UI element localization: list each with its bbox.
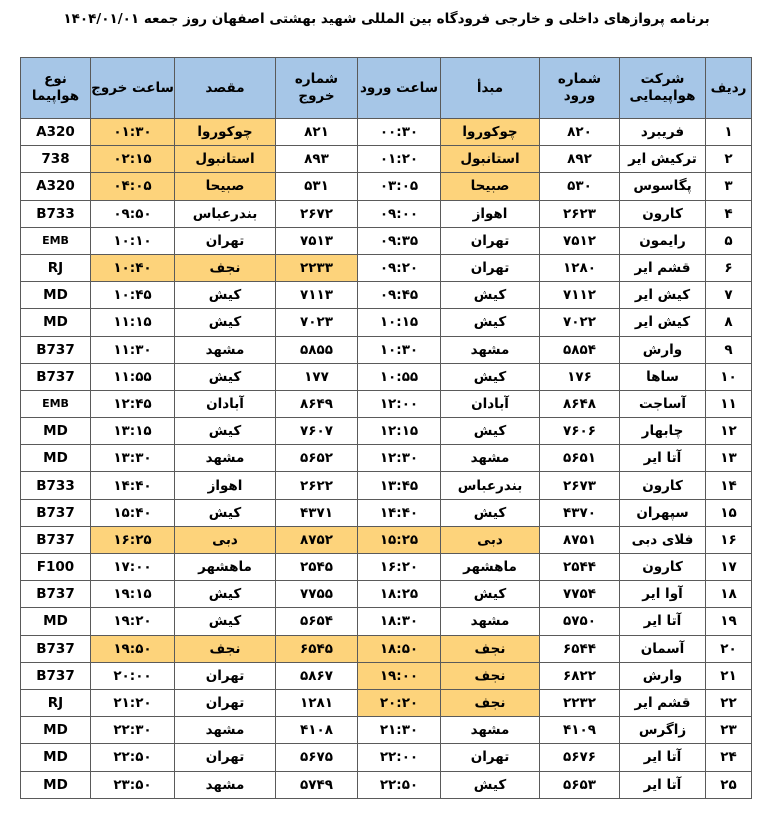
table-row	[21, 472, 752, 499]
cell-airline: آتا ایر	[620, 608, 706, 635]
cell-arrival-number: ۷۱۱۲	[540, 282, 620, 309]
table-row	[21, 336, 752, 363]
cell-airline: آوا ایر	[620, 581, 706, 608]
cell-destination: استانبول	[175, 146, 276, 173]
table-row	[21, 418, 752, 445]
cell-departure-number: ۵۶۵۲	[276, 445, 358, 472]
cell-departure-number: ۸۲۱	[276, 119, 358, 146]
cell-destination: کیش	[175, 581, 276, 608]
cell-departure-number: ۷۶۰۷	[276, 418, 358, 445]
cell-origin: کیش	[441, 363, 540, 390]
cell-departure-time: ۱۰:۴۰	[91, 254, 175, 281]
cell-origin: کیش	[441, 771, 540, 798]
table-row	[21, 717, 752, 744]
cell-airline: پگاسوس	[620, 173, 706, 200]
cell-departure-time: ۲۰:۰۰	[91, 662, 175, 689]
header-destination: مقصد	[175, 58, 276, 119]
cell-departure-number: ۷۱۱۳	[276, 282, 358, 309]
cell-departure-number: ۲۶۲۲	[276, 472, 358, 499]
cell-arrival-time: ۲۱:۳۰	[358, 717, 441, 744]
cell-departure-number: ۷۵۱۳	[276, 227, 358, 254]
cell-departure-number: ۲۵۴۵	[276, 554, 358, 581]
cell-aircraft-type: A320	[21, 119, 91, 146]
cell-airline: زاگرس	[620, 717, 706, 744]
table-row	[21, 254, 752, 281]
table-row	[21, 363, 752, 390]
cell-departure-number: ۷۷۵۵	[276, 581, 358, 608]
cell-destination: تهران	[175, 689, 276, 716]
cell-row-number: ۷	[706, 282, 752, 309]
cell-destination: مشهد	[175, 445, 276, 472]
cell-departure-time: ۲۲:۳۰	[91, 717, 175, 744]
cell-arrival-number: ۸۷۵۱	[540, 526, 620, 553]
header-arrival-number: شماره ورود	[540, 58, 620, 119]
cell-destination: کیش	[175, 363, 276, 390]
cell-departure-number: ۶۵۴۵	[276, 635, 358, 662]
table-row	[21, 608, 752, 635]
cell-arrival-number: ۷۶۰۶	[540, 418, 620, 445]
cell-departure-time: ۲۳:۵۰	[91, 771, 175, 798]
cell-arrival-time: ۰۹:۳۵	[358, 227, 441, 254]
cell-arrival-number: ۵۶۵۱	[540, 445, 620, 472]
cell-row-number: ۱۳	[706, 445, 752, 472]
cell-arrival-number: ۲۲۳۲	[540, 689, 620, 716]
cell-row-number: ۲۴	[706, 744, 752, 771]
cell-departure-number: ۱۷۷	[276, 363, 358, 390]
cell-departure-time: ۱۷:۰۰	[91, 554, 175, 581]
cell-departure-number: ۴۱۰۸	[276, 717, 358, 744]
cell-departure-number: ۲۲۳۳	[276, 254, 358, 281]
cell-airline: آتا ایر	[620, 771, 706, 798]
cell-destination: چوکوروا	[175, 119, 276, 146]
cell-airline: کیش ایر	[620, 282, 706, 309]
cell-origin: مشهد	[441, 608, 540, 635]
cell-row-number: ۶	[706, 254, 752, 281]
cell-row-number: ۱۹	[706, 608, 752, 635]
cell-destination: کیش	[175, 309, 276, 336]
cell-aircraft-type: RJ	[21, 689, 91, 716]
cell-airline: فلای دبی	[620, 526, 706, 553]
cell-arrival-number: ۲۵۴۴	[540, 554, 620, 581]
cell-destination: مشهد	[175, 771, 276, 798]
cell-arrival-time: ۱۲:۳۰	[358, 445, 441, 472]
cell-airline: ساها	[620, 363, 706, 390]
cell-arrival-number: ۴۱۰۹	[540, 717, 620, 744]
cell-airline: وارش	[620, 336, 706, 363]
cell-row-number: ۲۵	[706, 771, 752, 798]
cell-departure-number: ۴۳۷۱	[276, 499, 358, 526]
table-row	[21, 771, 752, 798]
cell-row-number: ۱۲	[706, 418, 752, 445]
cell-departure-number: ۵۳۱	[276, 173, 358, 200]
cell-row-number: ۱۱	[706, 390, 752, 417]
cell-departure-number: ۵۷۴۹	[276, 771, 358, 798]
table-row	[21, 635, 752, 662]
cell-departure-time: ۱۳:۳۰	[91, 445, 175, 472]
cell-aircraft-type: B737	[21, 499, 91, 526]
cell-destination: صبیحا	[175, 173, 276, 200]
cell-arrival-time: ۰۱:۲۰	[358, 146, 441, 173]
cell-airline: کارون	[620, 554, 706, 581]
table-row	[21, 309, 752, 336]
cell-departure-time: ۱۱:۱۵	[91, 309, 175, 336]
cell-arrival-time: ۱۲:۰۰	[358, 390, 441, 417]
cell-destination: تهران	[175, 227, 276, 254]
cell-aircraft-type: MD	[21, 309, 91, 336]
cell-origin: تهران	[441, 254, 540, 281]
cell-departure-time: ۱۹:۲۰	[91, 608, 175, 635]
cell-departure-number: ۷۰۲۳	[276, 309, 358, 336]
cell-aircraft-type: B737	[21, 363, 91, 390]
cell-row-number: ۲۱	[706, 662, 752, 689]
cell-arrival-time: ۲۰:۲۰	[358, 689, 441, 716]
cell-departure-time: ۱۳:۱۵	[91, 418, 175, 445]
cell-departure-time: ۰۴:۰۵	[91, 173, 175, 200]
cell-destination: کیش	[175, 418, 276, 445]
cell-arrival-time: ۰۰:۳۰	[358, 119, 441, 146]
table-row	[21, 390, 752, 417]
header-aircraft-type: نوع هواپیما	[21, 58, 91, 119]
cell-departure-number: ۸۷۵۲	[276, 526, 358, 553]
cell-aircraft-type: RJ	[21, 254, 91, 281]
table-row	[21, 689, 752, 716]
cell-origin: کیش	[441, 581, 540, 608]
cell-arrival-time: ۱۸:۳۰	[358, 608, 441, 635]
cell-destination: نجف	[175, 254, 276, 281]
header-row-number: ردیف	[706, 58, 752, 119]
cell-departure-time: ۱۹:۱۵	[91, 581, 175, 608]
cell-arrival-number: ۵۷۵۰	[540, 608, 620, 635]
cell-destination: بندرعباس	[175, 200, 276, 227]
cell-departure-number: ۲۶۷۲	[276, 200, 358, 227]
cell-arrival-number: ۴۳۷۰	[540, 499, 620, 526]
cell-airline: قشم ایر	[620, 254, 706, 281]
table-row	[21, 445, 752, 472]
cell-arrival-time: ۱۳:۴۵	[358, 472, 441, 499]
cell-aircraft-type: F100	[21, 554, 91, 581]
cell-row-number: ۱۵	[706, 499, 752, 526]
cell-arrival-number: ۶۸۲۲	[540, 662, 620, 689]
cell-origin: دبی	[441, 526, 540, 553]
cell-origin: نجف	[441, 689, 540, 716]
cell-origin: استانبول	[441, 146, 540, 173]
cell-origin: بندرعباس	[441, 472, 540, 499]
cell-airline: کیش ایر	[620, 309, 706, 336]
cell-origin: نجف	[441, 635, 540, 662]
cell-arrival-time: ۱۰:۳۰	[358, 336, 441, 363]
cell-row-number: ۲۰	[706, 635, 752, 662]
cell-row-number: ۵	[706, 227, 752, 254]
cell-origin: چوکوروا	[441, 119, 540, 146]
cell-arrival-time: ۲۲:۵۰	[358, 771, 441, 798]
cell-destination: مشهد	[175, 717, 276, 744]
cell-airline: آسمان	[620, 635, 706, 662]
cell-destination: ماهشهر	[175, 554, 276, 581]
cell-origin: کیش	[441, 309, 540, 336]
cell-destination: نجف	[175, 635, 276, 662]
cell-departure-number: ۵۸۵۵	[276, 336, 358, 363]
cell-row-number: ۱۴	[706, 472, 752, 499]
table-row	[21, 173, 752, 200]
cell-row-number: ۲	[706, 146, 752, 173]
cell-row-number: ۱۸	[706, 581, 752, 608]
cell-origin: آبادان	[441, 390, 540, 417]
cell-departure-time: ۱۵:۴۰	[91, 499, 175, 526]
table-row	[21, 581, 752, 608]
cell-aircraft-type: A320	[21, 173, 91, 200]
cell-aircraft-type: MD	[21, 418, 91, 445]
cell-departure-time: ۰۲:۱۵	[91, 146, 175, 173]
cell-row-number: ۱۶	[706, 526, 752, 553]
cell-origin: تهران	[441, 227, 540, 254]
cell-departure-time: ۱۱:۳۰	[91, 336, 175, 363]
table-row	[21, 526, 752, 553]
cell-departure-time: ۱۱:۵۵	[91, 363, 175, 390]
cell-departure-time: ۱۹:۵۰	[91, 635, 175, 662]
cell-origin: مشهد	[441, 717, 540, 744]
cell-departure-number: ۵۶۷۵	[276, 744, 358, 771]
cell-aircraft-type: MD	[21, 282, 91, 309]
cell-origin: تهران	[441, 744, 540, 771]
cell-arrival-time: ۱۸:۵۰	[358, 635, 441, 662]
cell-departure-time: ۱۰:۴۵	[91, 282, 175, 309]
cell-origin: ماهشهر	[441, 554, 540, 581]
table-row	[21, 119, 752, 146]
cell-airline: آساجت	[620, 390, 706, 417]
cell-arrival-time: ۱۸:۲۵	[358, 581, 441, 608]
cell-departure-time: ۱۶:۲۵	[91, 526, 175, 553]
cell-aircraft-type: EMB	[21, 227, 91, 254]
table-row	[21, 554, 752, 581]
table-row	[21, 499, 752, 526]
table-row	[21, 146, 752, 173]
cell-arrival-number: ۷۵۱۲	[540, 227, 620, 254]
cell-destination: مشهد	[175, 336, 276, 363]
header-airline: شرکت هواپیمایی	[620, 58, 706, 119]
cell-row-number: ۲۳	[706, 717, 752, 744]
cell-airline: وارش	[620, 662, 706, 689]
cell-arrival-number: ۱۲۸۰	[540, 254, 620, 281]
cell-arrival-time: ۰۳:۰۵	[358, 173, 441, 200]
cell-row-number: ۳	[706, 173, 752, 200]
cell-row-number: ۱۰	[706, 363, 752, 390]
cell-airline: آتا ایر	[620, 445, 706, 472]
cell-origin: صبیحا	[441, 173, 540, 200]
cell-airline: آتا ایر	[620, 744, 706, 771]
cell-aircraft-type: 738	[21, 146, 91, 173]
cell-destination: تهران	[175, 744, 276, 771]
cell-destination: دبی	[175, 526, 276, 553]
cell-arrival-time: ۲۲:۰۰	[358, 744, 441, 771]
cell-destination: آبادان	[175, 390, 276, 417]
flight-schedule-table	[20, 57, 752, 799]
cell-arrival-number: ۲۶۷۳	[540, 472, 620, 499]
cell-row-number: ۹	[706, 336, 752, 363]
table-row	[21, 282, 752, 309]
cell-arrival-time: ۱۹:۰۰	[358, 662, 441, 689]
cell-airline: چابهار	[620, 418, 706, 445]
cell-destination: کیش	[175, 282, 276, 309]
cell-destination: کیش	[175, 608, 276, 635]
cell-arrival-number: ۱۷۶	[540, 363, 620, 390]
cell-departure-number: ۱۲۸۱	[276, 689, 358, 716]
cell-arrival-time: ۰۹:۰۰	[358, 200, 441, 227]
table-row	[21, 744, 752, 771]
cell-arrival-number: ۶۵۴۴	[540, 635, 620, 662]
cell-aircraft-type: B733	[21, 472, 91, 499]
header-origin: مبدأ	[441, 58, 540, 119]
cell-origin: اهواز	[441, 200, 540, 227]
cell-arrival-number: ۸۹۲	[540, 146, 620, 173]
table-header-row	[21, 58, 752, 119]
cell-departure-time: ۲۲:۵۰	[91, 744, 175, 771]
cell-destination: اهواز	[175, 472, 276, 499]
cell-arrival-time: ۱۴:۴۰	[358, 499, 441, 526]
cell-aircraft-type: MD	[21, 445, 91, 472]
cell-arrival-number: ۵۶۷۶	[540, 744, 620, 771]
cell-aircraft-type: B737	[21, 635, 91, 662]
cell-destination: کیش	[175, 499, 276, 526]
cell-arrival-time: ۱۰:۱۵	[358, 309, 441, 336]
cell-row-number: ۴	[706, 200, 752, 227]
cell-destination: تهران	[175, 662, 276, 689]
cell-aircraft-type: B737	[21, 662, 91, 689]
cell-row-number: ۸	[706, 309, 752, 336]
cell-airline: سپهران	[620, 499, 706, 526]
cell-arrival-number: ۸۲۰	[540, 119, 620, 146]
cell-airline: رایمون	[620, 227, 706, 254]
cell-airline: قشم ایر	[620, 689, 706, 716]
cell-arrival-number: ۷۰۲۲	[540, 309, 620, 336]
table-row	[21, 200, 752, 227]
cell-departure-number: ۵۶۵۴	[276, 608, 358, 635]
page-title: برنامه پروازهای داخلی و خارجی فرودگاه بین المللی شهید بهشتی اصفهان روز جمعه ۱۴۰۴/۰۱/۰۱	[63, 11, 710, 27]
cell-origin: مشهد	[441, 336, 540, 363]
cell-departure-time: ۲۱:۲۰	[91, 689, 175, 716]
cell-aircraft-type: EMB	[21, 390, 91, 417]
cell-airline: ترکیش ایر	[620, 146, 706, 173]
cell-aircraft-type: MD	[21, 744, 91, 771]
cell-aircraft-type: B737	[21, 526, 91, 553]
cell-arrival-number: ۲۶۲۳	[540, 200, 620, 227]
cell-arrival-time: ۱۲:۱۵	[358, 418, 441, 445]
cell-aircraft-type: MD	[21, 717, 91, 744]
cell-departure-time: ۱۰:۱۰	[91, 227, 175, 254]
cell-origin: کیش	[441, 499, 540, 526]
cell-aircraft-type: B733	[21, 200, 91, 227]
cell-origin: کیش	[441, 282, 540, 309]
cell-airline: کارون	[620, 200, 706, 227]
header-arrival-time: ساعت ورود	[358, 58, 441, 119]
cell-departure-time: ۱۴:۴۰	[91, 472, 175, 499]
cell-arrival-time: ۱۵:۲۵	[358, 526, 441, 553]
cell-arrival-number: ۷۷۵۴	[540, 581, 620, 608]
cell-row-number: ۱۷	[706, 554, 752, 581]
cell-arrival-time: ۱۶:۲۰	[358, 554, 441, 581]
cell-departure-time: ۱۲:۴۵	[91, 390, 175, 417]
cell-arrival-number: ۵۳۰	[540, 173, 620, 200]
cell-arrival-number: ۵۶۵۳	[540, 771, 620, 798]
cell-aircraft-type: MD	[21, 771, 91, 798]
cell-aircraft-type: B737	[21, 336, 91, 363]
cell-arrival-time: ۰۹:۲۰	[358, 254, 441, 281]
cell-departure-time: ۰۱:۳۰	[91, 119, 175, 146]
header-departure-time: ساعت خروج	[91, 58, 175, 119]
table-row	[21, 662, 752, 689]
cell-origin: نجف	[441, 662, 540, 689]
cell-origin: مشهد	[441, 445, 540, 472]
cell-arrival-time: ۱۰:۵۵	[358, 363, 441, 390]
cell-arrival-number: ۸۶۴۸	[540, 390, 620, 417]
cell-origin: کیش	[441, 418, 540, 445]
cell-departure-number: ۵۸۶۷	[276, 662, 358, 689]
cell-row-number: ۲۲	[706, 689, 752, 716]
cell-aircraft-type: B737	[21, 581, 91, 608]
cell-airline: کارون	[620, 472, 706, 499]
cell-departure-time: ۰۹:۵۰	[91, 200, 175, 227]
cell-departure-number: ۸۶۴۹	[276, 390, 358, 417]
cell-departure-number: ۸۹۳	[276, 146, 358, 173]
cell-row-number: ۱	[706, 119, 752, 146]
cell-arrival-number: ۵۸۵۴	[540, 336, 620, 363]
table-row	[21, 227, 752, 254]
cell-arrival-time: ۰۹:۴۵	[358, 282, 441, 309]
header-departure-number: شماره خروج	[276, 58, 358, 119]
cell-airline: فریبرد	[620, 119, 706, 146]
cell-aircraft-type: MD	[21, 608, 91, 635]
